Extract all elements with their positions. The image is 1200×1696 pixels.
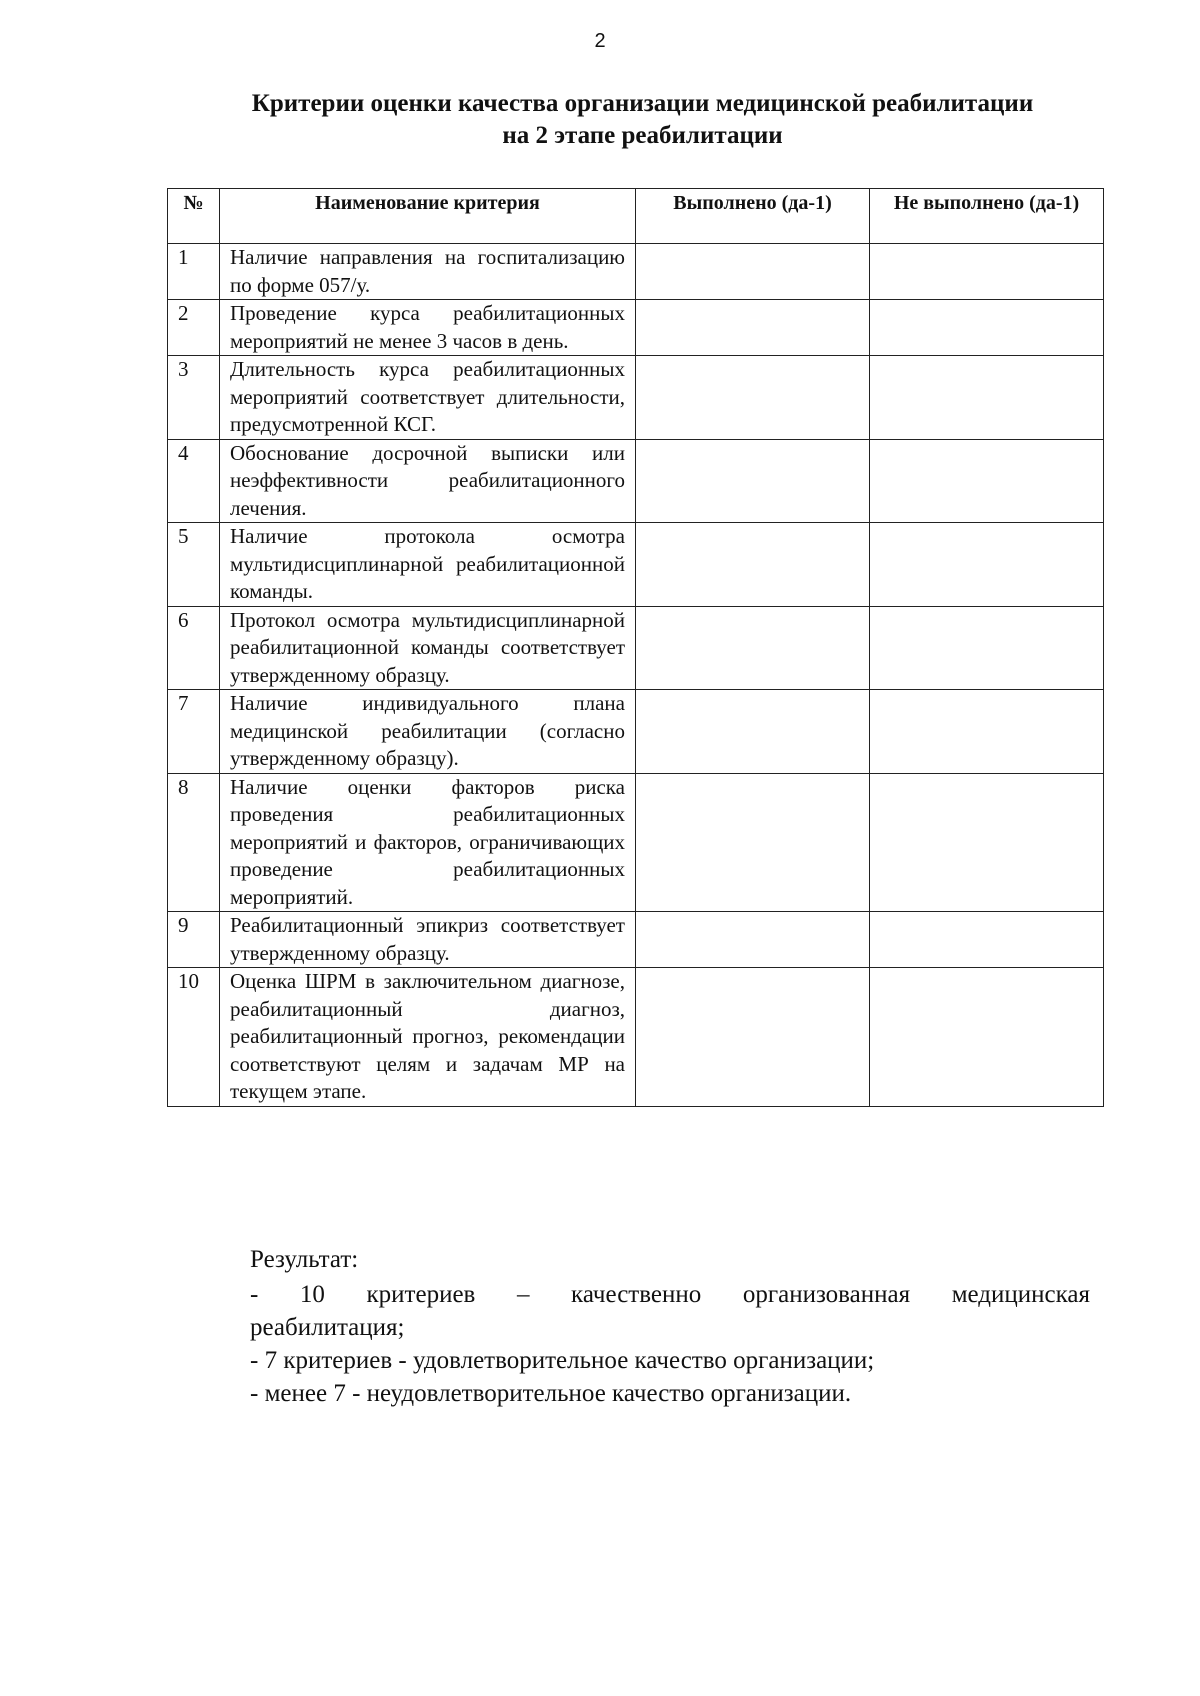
- row-number: 2: [168, 300, 220, 356]
- table-row: [168, 773, 1104, 912]
- row-not-done-cell[interactable]: [870, 300, 1104, 356]
- table-header-row: [168, 189, 1104, 244]
- row-done-cell[interactable]: [636, 356, 870, 440]
- table-row: [168, 690, 1104, 774]
- criteria-table: [167, 188, 1104, 1107]
- row-number: 7: [168, 690, 220, 774]
- row-number: 10: [168, 968, 220, 1107]
- row-done-cell[interactable]: [636, 690, 870, 774]
- table-row: [168, 523, 1104, 607]
- row-done-cell[interactable]: [636, 300, 870, 356]
- result-item: - 10 критериев – качественно организованная медицинская реабилитация;: [250, 1281, 1090, 1341]
- title-line-1: Критерии оценки качества организации медицинской реабилитации: [251, 90, 1034, 117]
- row-criterion: Наличие индивидуального плана медицинской реабилитации (согласно утвержденному образцу).: [220, 690, 636, 774]
- header-done: Выполнено (да-1): [636, 189, 870, 244]
- row-criterion: Обоснование досрочной выписки или неэффективности реабилитационного лечения.: [220, 439, 636, 523]
- result-heading: Результат:: [250, 1246, 359, 1273]
- row-not-done-cell[interactable]: [870, 968, 1104, 1107]
- row-number: 5: [168, 523, 220, 607]
- document-title: [150, 88, 1135, 152]
- header-not-done: Не выполнено (да-1): [870, 189, 1104, 244]
- row-criterion: Протокол осмотра мультидисциплинарной реабилитационной команды соответствует утвержденному образцу.: [220, 606, 636, 690]
- row-not-done-cell[interactable]: [870, 690, 1104, 774]
- row-not-done-cell[interactable]: [870, 356, 1104, 440]
- table-row: [168, 244, 1104, 300]
- row-not-done-cell[interactable]: [870, 523, 1104, 607]
- row-criterion: Наличие направления на госпитализацию по форме 057/у.: [220, 244, 636, 300]
- row-criterion: Длительность курса реабилитационных мероприятий соответствует длительности, предусмотренной КСГ.: [220, 356, 636, 440]
- row-not-done-cell[interactable]: [870, 912, 1104, 968]
- row-criterion: Оценка ШРМ в заключительном диагнозе, реабилитационный диагноз, реабилитационный прогноз, рекомендации соответствуют целям и задачам МР на текущем этапе.: [220, 968, 636, 1107]
- table-row: [168, 356, 1104, 440]
- row-done-cell[interactable]: [636, 523, 870, 607]
- table-row: [168, 968, 1104, 1107]
- row-criterion: Наличие протокола осмотра мультидисциплинарной реабилитационной команды.: [220, 523, 636, 607]
- row-done-cell[interactable]: [636, 439, 870, 523]
- row-done-cell[interactable]: [636, 244, 870, 300]
- row-criterion: Проведение курса реабилитационных мероприятий не менее 3 часов в день.: [220, 300, 636, 356]
- row-done-cell[interactable]: [636, 773, 870, 912]
- page-number: 2: [594, 30, 606, 52]
- row-number: 3: [168, 356, 220, 440]
- table-row: [168, 300, 1104, 356]
- row-number: 1: [168, 244, 220, 300]
- row-number: 4: [168, 439, 220, 523]
- row-number: 8: [168, 773, 220, 912]
- row-criterion: Наличие оценки факторов риска проведения реабилитационных мероприятий и факторов, ограничивающих проведение реабилитационных мероприятий.: [220, 773, 636, 912]
- row-criterion: Реабилитационный эпикриз соответствует утвержденному образцу.: [220, 912, 636, 968]
- row-not-done-cell[interactable]: [870, 773, 1104, 912]
- header-criterion-name: Наименование критерия: [220, 189, 636, 244]
- result-section: [180, 1243, 1090, 1410]
- title-line-2: на 2 этапе реабилитации: [502, 122, 783, 149]
- table-row: [168, 912, 1104, 968]
- row-number: 6: [168, 606, 220, 690]
- row-not-done-cell[interactable]: [870, 244, 1104, 300]
- header-number: №: [168, 189, 220, 244]
- row-not-done-cell[interactable]: [870, 606, 1104, 690]
- row-done-cell[interactable]: [636, 912, 870, 968]
- row-done-cell[interactable]: [636, 606, 870, 690]
- result-item: - 7 критериев - удовлетворительное качество организации;: [250, 1347, 875, 1374]
- table-row: [168, 439, 1104, 523]
- result-item: - менее 7 - неудовлетворительное качество организации.: [250, 1380, 852, 1407]
- row-not-done-cell[interactable]: [870, 439, 1104, 523]
- table-row: [168, 606, 1104, 690]
- row-number: 9: [168, 912, 220, 968]
- row-done-cell[interactable]: [636, 968, 870, 1107]
